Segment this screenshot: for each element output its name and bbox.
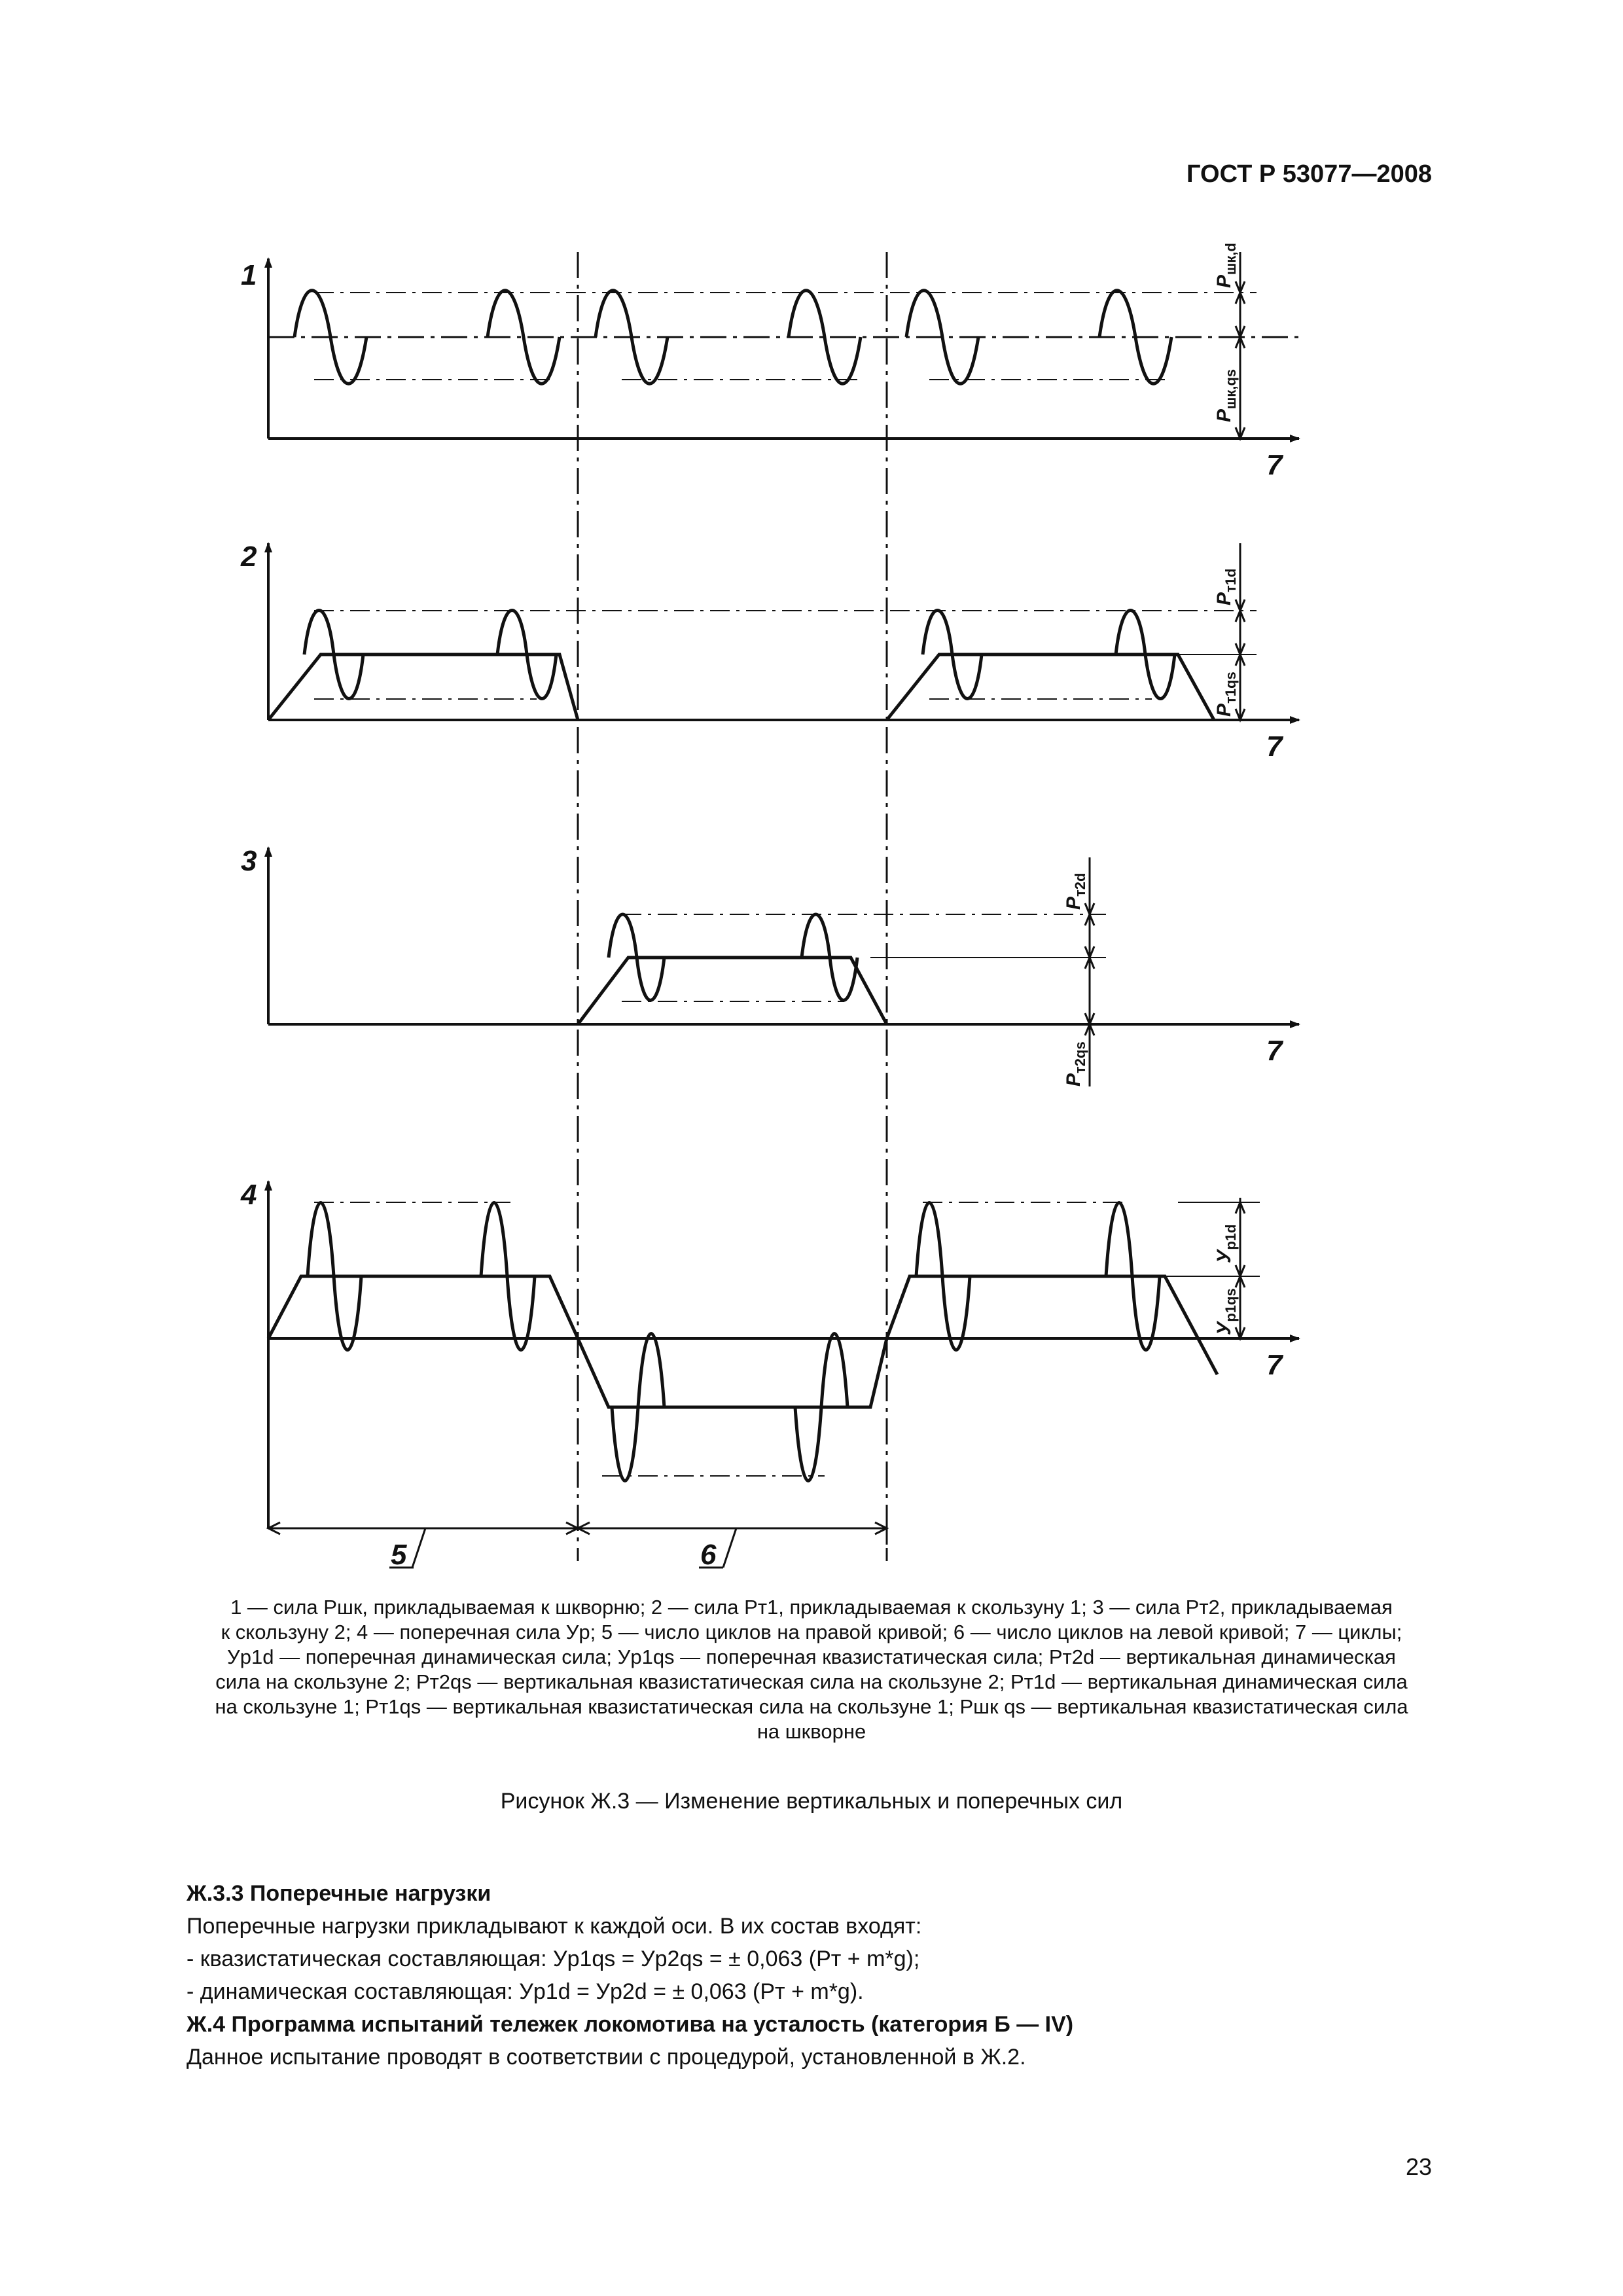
legend-line: 1 — сила Pшк, прикладываемая к шкворню; 2 — сила Pт1, прикладываемая к скользуну 1; 3 — сила Pт2, прикладываемая [230,1596,1393,1619]
figure-caption: Рисунок Ж.3 — Изменение вертикальных и поперечных сил [500,1789,1123,1814]
graph-4-axis-label: 7 [1266,1349,1283,1381]
legend-line: на скользуне 1; Pт1qs — вертикальная квазистатическая сила на скользуне 1; Pшк qs — вертикальная квазистатическая сила [215,1695,1408,1718]
figure-legend [124,1595,1499,1744]
graph-2-label: 2 [241,541,257,573]
paragraph-lateral-loads: Поперечные нагрузки прикладывают к каждой оси. В их состав входят: [187,1914,922,1939]
list-item-dynamic: - динамическая составляющая: Уp1d = Уp2d = ± 0,063 (Pт + m*g). [187,1979,864,2004]
graph-4-lateral-force [240,1179,1299,1528]
dimension-label-5: 5 [391,1539,407,1571]
graph-2-side-bearer-1-force [240,541,1299,762]
legend-line: сила на скользуне 2; Pт2qs — вертикальная квазистатическая сила на скользуне 2; Pт1d — вертикальная динамическая сила [215,1670,1408,1693]
list-item-quasistatic: - квазистатическая составляющая: Уp1qs = Уp2qs = ± 0,063 (Pт + m*g); [187,1946,920,1971]
graph-3-label: 3 [241,845,257,877]
page-number: 23 [1405,2153,1432,2180]
symbol-p-t2qs: $P_{т2qs}$ [1063,1041,1088,1086]
graph-1-label: 1 [241,259,257,291]
graph-3-side-bearer-2-force [241,845,1299,1086]
graph-1-pivot-force [241,243,1302,481]
graph-3-axis-label: 7 [1266,1035,1283,1067]
legend-line: Уp1d — поперечная динамическая сила; Уp1qs — поперечная квазистатическая сила; Pт2d — вертикальная динамическая [227,1645,1396,1668]
cycle-separator-lines [578,252,887,1561]
document-header: ГОСТ Р 53077—2008 [1186,160,1432,188]
section-body [187,1877,1443,2073]
symbol-y-p1d: $У_{p1d}$ [1213,1224,1239,1263]
graph-4-label: 4 [241,1179,257,1211]
graph-2-axis-label: 7 [1266,730,1283,762]
legend-line: на шкворне [757,1720,866,1743]
symbol-p-t1d: $P_{т1d}$ [1213,568,1239,605]
dimension-label-6: 6 [700,1539,717,1571]
symbol-p-t1qs: $P_{т1qs}$ [1213,672,1239,717]
symbol-p-t2d: $P_{т2d}$ [1063,872,1088,910]
symbol-y-p1qs: $У_{p1qs}$ [1213,1288,1239,1335]
section-heading-fatigue-program: Ж.4 Программа испытаний тележек локомотива на усталость (категория Б — IV) [187,2012,1074,2037]
symbol-p-shk-qs: $P_{шк,qs}$ [1213,368,1239,422]
graph-1-axis-label: 7 [1266,449,1283,481]
symbol-p-shk-d: $P_{шк,d}$ [1213,243,1239,288]
paragraph-fatigue-program: Данное испытание проводят в соответствии с процедурой, установленной в Ж.2. [187,2045,1026,2070]
legend-line: к скользуну 2; 4 — поперечная сила Уp; 5 — число циклов на правой кривой; 6 — число циклов на левой кривой; 7 — циклы; [221,1621,1402,1643]
section-heading-lateral-loads: Ж.3.3 Поперечные нагрузки [187,1881,491,1906]
